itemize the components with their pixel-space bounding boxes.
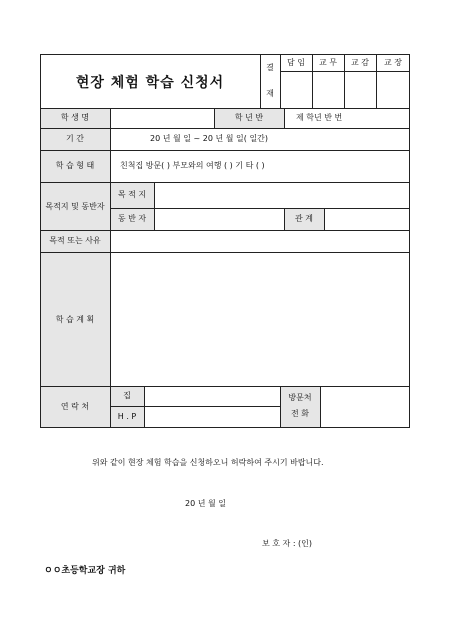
visit-phone-field[interactable]: [321, 387, 409, 427]
student-name-field[interactable]: [111, 109, 214, 128]
period-label: 기 간: [66, 134, 84, 143]
home-phone-field[interactable]: [145, 387, 280, 406]
approval-principal: 교 장: [384, 58, 402, 67]
request-statement: 위와 같이 현장 체험 학습을 신청하오니 허락하여 주시기 바랍니다.: [92, 458, 324, 467]
recipient-line: ㅇㅇ초등학교장 귀하: [44, 566, 126, 576]
approval-principal-sign-box[interactable]: [377, 72, 409, 108]
approval-homeroom-sign-box[interactable]: [281, 72, 312, 108]
destination-label: 목 적 지: [117, 190, 147, 199]
approval-academic-affairs: 교 무: [319, 58, 337, 67]
guardian-signature-line[interactable]: 보 호 자 : (인): [262, 539, 313, 548]
mobile-phone-label: H . P: [117, 412, 137, 421]
relation-label: 관 계: [295, 214, 313, 223]
companion-field[interactable]: [155, 209, 284, 230]
purpose-field[interactable]: [111, 231, 409, 252]
purpose-label: 목적 또는 사유: [49, 236, 101, 245]
learning-type-label: 학 습 형 태: [55, 161, 95, 170]
home-phone-label: 집: [123, 391, 131, 400]
application-form-table: [40, 54, 410, 428]
approval-label-bottom: 재: [266, 89, 274, 98]
mobile-phone-field[interactable]: [145, 407, 280, 427]
grade-class-field[interactable]: 제 학년 반 번: [296, 113, 343, 122]
request-date[interactable]: 20 년 월 일: [185, 499, 226, 508]
student-name-label: 학 생 명: [60, 113, 90, 122]
companion-label: 동 반 자: [117, 214, 147, 223]
approval-label-top: 결: [266, 63, 274, 72]
learning-plan-label: 학 습 계 획: [55, 315, 95, 324]
visit-place-label: 방문처: [288, 393, 312, 402]
learning-type-options[interactable]: 친척집 방문( ) 부모와의 여행 ( ) 기 타 ( ): [120, 161, 265, 170]
approval-vice-principal: 교 감: [351, 58, 369, 67]
contact-label: 연 락 처: [60, 402, 90, 411]
visit-phone-label: 전 화: [291, 409, 309, 418]
learning-plan-field[interactable]: [111, 253, 409, 386]
approval-vice-principal-sign-box[interactable]: [345, 72, 376, 108]
approval-academic-affairs-sign-box[interactable]: [313, 72, 344, 108]
destination-group-label: 목적지 및 동반자: [45, 202, 105, 211]
approval-homeroom: 담 임: [287, 58, 305, 67]
relation-field[interactable]: [325, 209, 409, 230]
period-field[interactable]: 20 년 월 일 ~ 20 년 월 일( 일간): [150, 134, 269, 143]
form-title: 현장 체험 학습 신청서: [75, 75, 225, 91]
grade-class-label: 학 년 반: [234, 113, 264, 122]
destination-field[interactable]: [155, 183, 409, 208]
